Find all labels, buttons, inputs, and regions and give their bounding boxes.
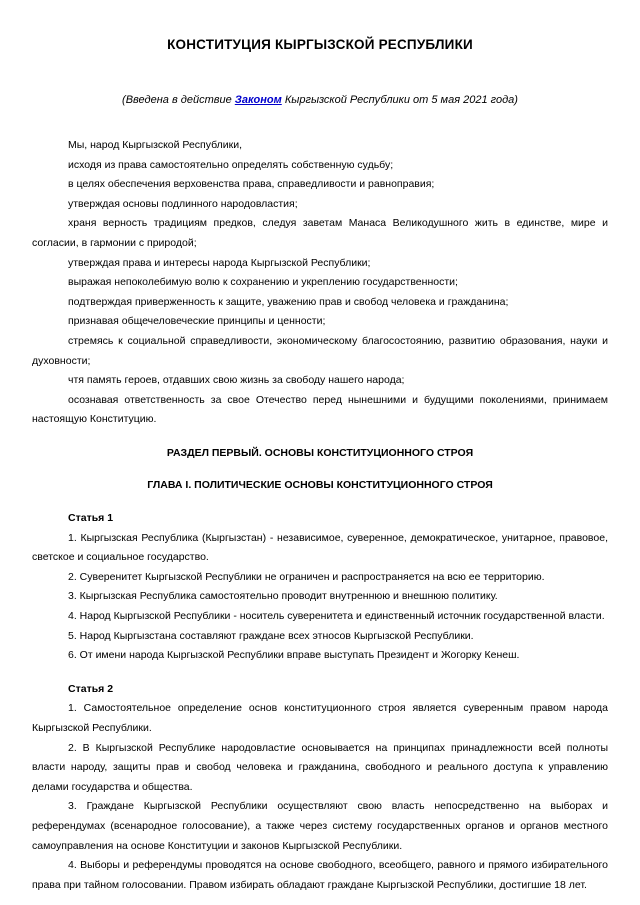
preamble-section (32, 136, 608, 430)
law-reference-link[interactable]: Законом (234, 94, 282, 106)
preamble-paragraph: стремясь к социальной справедливости, экономическому благосостоянию, развитию образования, науки и духовности; (32, 334, 608, 367)
article-clause: 6. От имени народа Кыргызской Республики вправе выступать Президент и Жогорку Кенеш. (68, 649, 520, 662)
preamble-paragraph: признавая общечеловеческие принципы и ценности; (68, 315, 326, 328)
article-clause: 2. Суверенитет Кыргызской Республики не ограничен и распространяется на всю ее территорию. (68, 570, 545, 583)
document-subtitle (32, 92, 608, 108)
preamble-paragraph: подтверждая приверженность к защите, уважению прав и свобод человека и гражданина; (68, 295, 509, 308)
preamble-paragraph: выражая непоколебимую волю к сохранению и укреплению государственности; (68, 276, 458, 289)
preamble-paragraph: исходя из права самостоятельно определять собственную судьбу; (68, 158, 394, 171)
preamble-paragraph: в целях обеспечения верховенства права, справедливости и равноправия; (68, 178, 435, 191)
section-heading-container (32, 444, 608, 495)
articles-container (32, 509, 608, 895)
preamble-paragraph: утверждая права и интересы народа Кыргызской Республики; (68, 256, 371, 269)
article-block (32, 680, 608, 896)
section-heading: РАЗДЕЛ ПЕРВЫЙ. ОСНОВЫ КОНСТИТУЦИОННОГО СТРОЯ (166, 446, 474, 459)
preamble-paragraph: храня верность традициям предков, следуя заветам Манаса Великодушного жить в единстве, мире и согласии, в гармонии с природой; (32, 217, 608, 249)
article-clause: 3. Граждане Кыргызской Республики осуществляют свою власть непосредственно на выборах и референдумах (всенародное голосование), а также через систему государственных органов и органов местного самоуправления на основе Конституции и законов Кыргызской Республики. (32, 800, 608, 852)
article-title: Статья 1 (68, 512, 114, 525)
preamble-paragraph: чтя память героев, отдавших свою жизнь за свободу нашего народа; (68, 374, 405, 387)
article-title: Статья 2 (68, 682, 114, 695)
article-clause: 1. Самостоятельное определение основ конституционного строя является суверенным правом народа Кыргызской Республики. (32, 702, 608, 735)
article-clause: 3. Кыргызская Республика самостоятельно проводит внутреннюю и внешнюю политику. (68, 590, 498, 603)
subtitle-text-after-link: Кыргызской Республики от 5 мая 2021 года) (281, 94, 518, 106)
page-title: КОНСТИТУЦИЯ КЫРГЫЗСКОЙ РЕСПУБЛИКИ (167, 37, 473, 52)
preamble-paragraph: Мы, народ Кыргызской Республики, (68, 139, 243, 151)
preamble-paragraph: утверждая основы подлинного народовластия; (68, 197, 298, 210)
chapter-heading: ГЛАВА I. ПОЛИТИЧЕСКИЕ ОСНОВЫ КОНСТИТУЦИОННОГО СТРОЯ (147, 478, 493, 491)
article-clause: 4. Выборы и референдумы проводятся на основе свободного, всеобщего, равного и прямого избирательного права при тайном голосовании. Правом избирать обладают граждане Кыргызской Республики, достигшие 18 лет. (32, 859, 608, 891)
article-clause: 1. Кыргызская Республика (Кыргызстан) - независимое, суверенное, демократическое, унитарное, правовое, светское и социальное государство. (32, 531, 608, 564)
article-block (32, 509, 608, 666)
article-clause: 5. Народ Кыргызстана составляют граждане всех этносов Кыргызской Республики. (68, 629, 474, 642)
subtitle-text-before-link: (Введена в действие (122, 94, 235, 106)
article-clause: 4. Народ Кыргызской Республики - носитель суверенитета и единственный источник государственной власти. (68, 610, 605, 623)
article-clause: 2. В Кыргызской Республике народовластие основывается на принципах принадлежности всей полноты власти народу, защиты прав и свобод человека и гражданина, свободного и реального доступа к управлению делами государства и общества. (32, 741, 608, 793)
preamble-paragraph: осознавая ответственность за свое Отечество перед нынешними и будущими поколениями, принимаем настоящую Конституцию. (32, 393, 608, 426)
